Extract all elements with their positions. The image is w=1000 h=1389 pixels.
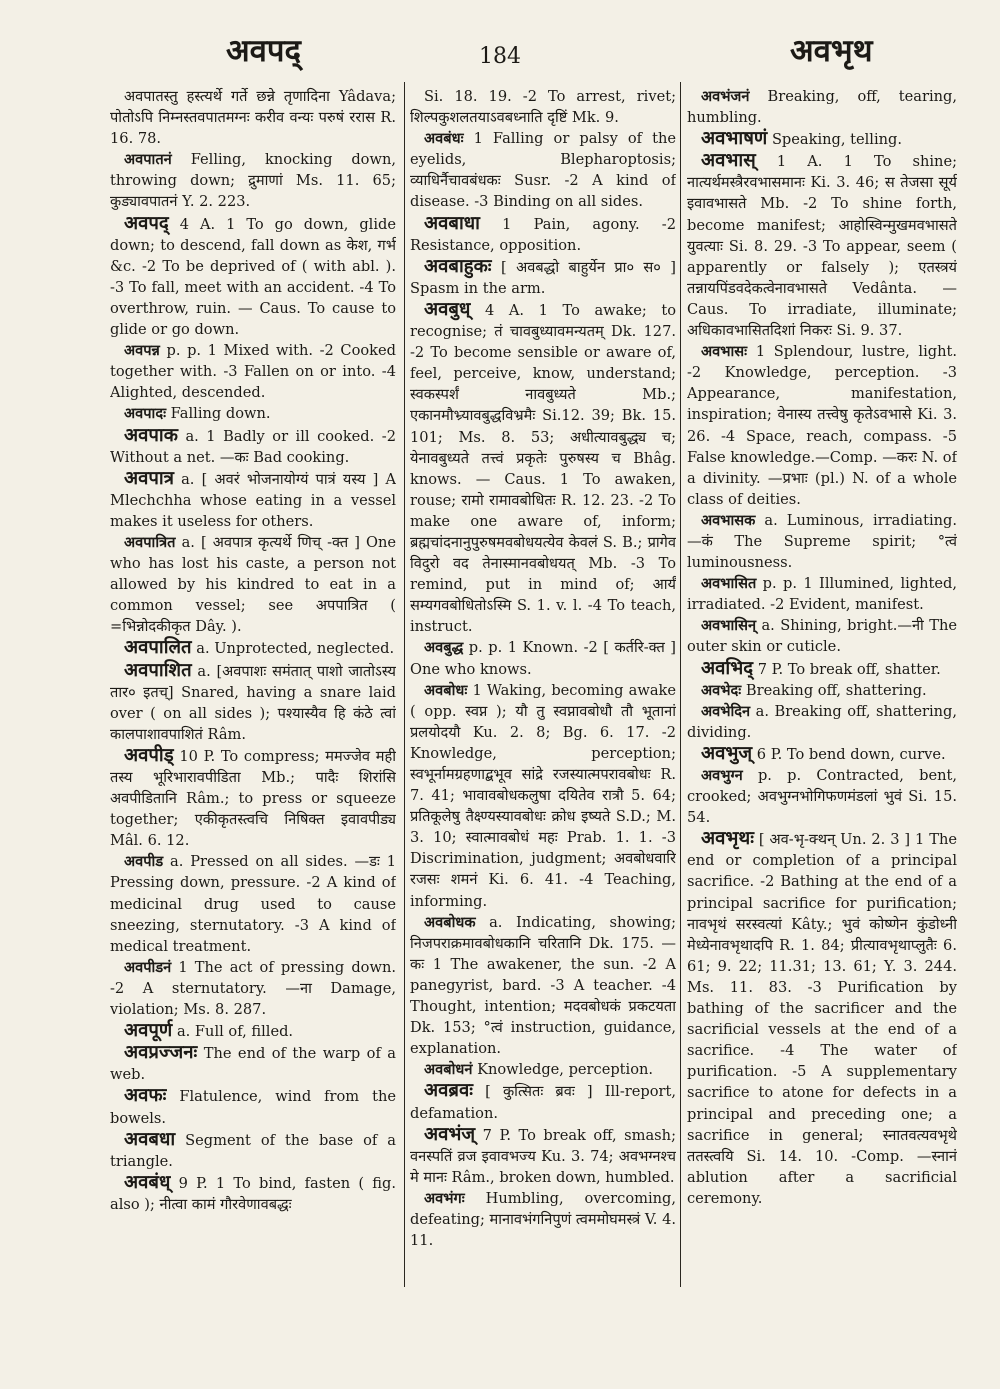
entry-definition: Si. 18. 19. -2 To arrest, rivet; शिल्पकुशलतयाऽवबध्नाति दृष्टिं Mk. 9. <box>410 88 676 127</box>
entry-headword: अवपात्र <box>124 467 174 489</box>
entry-definition: p. p. Contracted, bent, crooked; अवभुग्नभोगिफणमंडलां भुवं Si. 15. 54. <box>687 767 957 827</box>
entry-headword: अवभाषणं <box>701 128 768 150</box>
entry-definition: a. 1 Badly or ill cooked. -2 Without a net. —कः Bad cooking. <box>110 427 396 466</box>
entry-headword: अवभासः <box>701 343 748 361</box>
dictionary-entry <box>410 680 676 912</box>
entry-definition: 1 Waking, becoming awake ( opp. स्वप्न ); यौ तु स्वप्नावबोधौ तौ भूतानां प्रलयोदयौ Ku. 2. 8; Bg. 6. 17. -2 Knowledge, perception; स्वभूर्नामग्रहणाद्बभूव सांद्रे रजस्यात्मपरावबोधः R. 7. 41; भावावबोधकलुषा दयितेव रात्रौ 5. 64; प्रतिकूलेषु तैक्ष्ण्यस्यावबोधः क्रोध इष्यते S.D.; M. 3. 10; स्वात्मावबोधं महः Prab. 1. 1. -3 Discrimination, judgment; अवबोधवारि रजसः शमनं Ki. 6. 41. -4 Teaching, informing. <box>410 681 676 910</box>
dictionary-entry <box>687 150 957 341</box>
entry-headword: अवब्रवः <box>424 1080 474 1102</box>
entry-headword: अवपात्रित <box>124 533 176 551</box>
entry-headword: अवभुज् <box>701 742 753 764</box>
dictionary-entry <box>110 86 396 149</box>
column-2 <box>410 86 676 1296</box>
dictionary-entry <box>687 658 957 680</box>
dictionary-entry <box>110 403 396 424</box>
column-divider <box>680 82 681 1287</box>
entry-definition: Knowledge, perception. <box>477 1061 654 1079</box>
dictionary-entry <box>687 828 957 1209</box>
entry-definition: 1 The act of pressing down. -2 A sternutatory. —ना Damage, violation; Ms. 8. 287. <box>110 958 396 1019</box>
dictionary-entry <box>410 1059 676 1080</box>
entry-definition: Speaking, telling. <box>771 131 903 149</box>
entry-definition: a. [ अवपात्र कृत्यर्थे णिच् -क्त ] One who has lost his caste, a person not allowed by his kindred to eat in a common vessel; see अपपात्रित ( =भिन्नोदकीकृत Dây. ). <box>110 533 396 636</box>
dictionary-entry <box>110 637 396 659</box>
entry-definition: a. Breaking off, shattering, dividing. <box>687 702 957 741</box>
entry-headword: अवबुद्ध <box>424 639 464 657</box>
dictionary-entry <box>687 765 957 828</box>
entry-headword: अवपादः <box>124 405 167 423</box>
dictionary-entry <box>410 1124 676 1188</box>
entry-definition: 4 A. 1 To awake; to recognise; तं चावबुध्यावमन्यतम् Dk. 127. -2 To become sensible or aware of, feel, perceive, know, understand; स्वकस्पर्शं नावबुध्यते Mb.; एकानमौभ्र्यावबुद्धविभ्रमैः Si.12. 39; Bk. 15. 101; Ms. 8. 53; अधीत्यावबुद्ध्य च; येनावबुध्यते तत्त्वं प्रकृतेः पुरुषस्य च Bhâg. knows. — Caus. 1 To awaken, rouse; रामो रामावबोधितः R. 12. 23. -2 To make one aware of, inform; ब्रह्मचांदनानुपुरुषमवबोधयत्येव केवलं S. B.; प्रागेव विदुरो वद तेनास्मानवबोधयत् Mb. -3 To remind, put in mind of; आर्यं सम्यगवबोधितोऽस्मि S. 1. v. l. -4 To teach, instruct. <box>410 301 676 636</box>
dictionary-entry <box>410 299 676 638</box>
entry-definition: p. p. 1 Known. -2 [ कर्तरि-क्त ] One who knows. <box>410 639 676 678</box>
entry-definition: 1 Pain, agony. -2 Resistance, opposition. <box>410 215 676 254</box>
entry-definition: 1 A. 1 To shine; नात्यर्थमस्त्रैरवभासमानः Ki. 3. 46; स तेजसा सूर्य इवावभासते Mb. -2 To shine forth, become manifest; आहोस्विन्मुखमवभासते युवत्याः Si. 8. 29. -3 To appear, seem ( apparently or falsely ); एतस्त्रयं तन्नायपिंडवदेकत्वेनावभासते Vedânta. — Caus. To irradiate, illuminate; अधिकावभासितदिशां निकरः Si. 9. 37. <box>687 153 957 340</box>
entry-headword: अवभेदः <box>701 681 742 699</box>
entry-definition: 7 P. To break off, shatter. <box>757 660 941 678</box>
entry-headword: अवबोधनं <box>424 1061 473 1079</box>
dictionary-entry <box>110 1172 396 1215</box>
entry-headword: अवपीड् <box>124 744 174 766</box>
entry-headword: अवबंधः <box>424 130 464 148</box>
dictionary-entry <box>110 851 396 956</box>
entry-headword: अवबाधा <box>424 212 480 234</box>
entry-definition: a. Pressed on all sides. —डः 1 Pressing down, pressure. -2 A kind of medicinal drug used to cause sneezing, sternutatory. -3 A kind of medical treatment. <box>110 853 396 955</box>
entry-headword: अवप्रज्जनः <box>124 1042 198 1064</box>
entry-headword: अवबोधक <box>424 913 476 931</box>
entry-definition: a. Indicating, showing; निजपराक्रमावबोधकानि चरितानि Dk. 175. —कः 1 The awakener, the sun. -2 A panegyrist, bard. -3 A teacher. -4 Thought, intention; मदवबोधकं प्रकटयता Dk. 153; °त्वं instruction, guidance, explanation. <box>410 913 676 1058</box>
dictionary-entry <box>687 701 957 743</box>
entry-headword: अवभंज् <box>424 1123 476 1145</box>
entry-definition: [ अवबद्धो बाहुर्येन प्रा० स० ] Spasm in the arm. <box>410 258 676 297</box>
dictionary-entry <box>687 510 957 573</box>
dictionary-entry <box>687 615 957 657</box>
dictionary-entry <box>110 1085 396 1128</box>
dictionary-entry <box>410 1188 676 1251</box>
entry-headword: अवभास् <box>701 150 756 172</box>
entry-headword: अवपीडनं <box>124 958 172 976</box>
entry-headword: अवबधा <box>124 1128 176 1150</box>
dictionary-entry <box>410 128 676 212</box>
entry-headword: अवबोधः <box>424 681 468 699</box>
entry-definition: 9 P. 1 To bind, fasten ( fig. also ); नीत्वा कामं गौरवेणावबद्धः <box>110 1174 396 1213</box>
entry-headword: अवपाशित <box>124 659 192 681</box>
entry-definition: a. Unprotected, neglected. <box>196 640 395 658</box>
entry-headword: अवभंगः <box>424 1189 465 1207</box>
right-running-headword: अवभृथ <box>790 33 873 69</box>
dictionary-entry <box>110 468 396 532</box>
entry-definition: Segment of the base of a triangle. <box>110 1131 396 1170</box>
entry-headword: अवफः <box>124 1085 167 1107</box>
entry-definition: a. [अवपाशः समंतात् पाशो जातोऽस्य तार० इतच्] Snared, having a snare laid over ( on all sides ); पश्यास्यैव हि कंठे त्वां कालपाशावपाशितं Râm. <box>110 662 396 743</box>
entry-headword: अवभिद् <box>701 657 754 679</box>
entry-definition: a. Shining, bright.—नी The outer skin or cuticle. <box>687 617 957 656</box>
entry-headword: अवपालित <box>124 637 192 659</box>
entry-definition: 1 Splendour, lustre, light. -2 Knowledge, perception. -3 Appearance, manifestation, inspiration; वेनास्य तत्त्वेषु कृतेऽवभासे Ki. 3. 26. -4 Space, reach, compass. -5 False knowledge.—Comp. —करः N. of a divinity. —प्रभाः (pl.) N. of a whole class of deities. <box>687 343 957 508</box>
entry-headword: अवपद् <box>124 212 169 234</box>
entry-headword: अवपाक <box>124 424 178 446</box>
dictionary-entry <box>110 1042 396 1085</box>
entry-definition: p. p. 1 Illumined, lighted, irradiated. -2 Evident, manifest. <box>687 575 957 614</box>
entry-headword: अवबुध् <box>424 298 471 320</box>
entry-headword: अवभासिन् <box>701 617 757 635</box>
dictionary-entry <box>110 425 396 468</box>
entry-definition: [ कुत्सितः ब्रवः ] Ill-report, defamation. <box>410 1083 676 1122</box>
dictionary-entry <box>110 660 396 745</box>
dictionary-entry <box>410 637 676 679</box>
entry-headword: अवभुग्न <box>701 767 743 784</box>
entry-definition: Falling down. <box>170 405 271 423</box>
entry-headword: अवभासक <box>701 511 756 529</box>
dictionary-entry <box>410 1080 676 1123</box>
entry-headword: अवभासित <box>701 575 757 593</box>
entry-definition: a. Luminous, irradiating. —कं The Supreme spirit; °त्वं luminousness. <box>687 511 957 572</box>
left-running-headword: अवपद् <box>226 33 301 69</box>
dictionary-entry <box>410 912 676 1060</box>
dictionary-entry <box>410 256 676 299</box>
entry-definition: The end of the warp of a web. <box>110 1045 396 1084</box>
entry-headword: अवभंजनं <box>701 88 750 105</box>
dictionary-entry <box>110 340 396 403</box>
entry-definition: 6 P. To bend down, curve. <box>756 745 946 763</box>
column-divider <box>404 82 405 1287</box>
entry-definition: a. Full of, filled. <box>176 1023 294 1041</box>
dictionary-entry <box>110 149 396 212</box>
column-3 <box>687 86 957 1296</box>
dictionary-entry <box>687 341 957 510</box>
entry-definition: Flatulence, wind from the bowels. <box>110 1088 396 1127</box>
dictionary-entry <box>687 573 957 615</box>
dictionary-entry <box>687 680 957 701</box>
dictionary-entry <box>110 745 396 851</box>
dictionary-entry <box>410 86 676 128</box>
page-number: 184 <box>479 44 521 69</box>
entry-headword: अवभृथः <box>701 828 754 850</box>
entry-definition: 7 P. To break off, smash; वनस्पतिं व्रज इवावभज्य Ku. 3. 74; अवभग्नश्च मे मानः Râm., broken down, humbled. <box>410 1126 676 1186</box>
column-1 <box>110 86 396 1296</box>
entry-headword: अवपातनं <box>124 151 172 169</box>
entry-definition: Felling, knocking down, throwing down; द्रुमाणां Ms. 11. 65; कुड्यावपातनं Y. 2. 223. <box>110 151 396 211</box>
entry-definition: Breaking, off, tearing, humbling. <box>687 88 957 127</box>
dictionary-entry <box>687 128 957 150</box>
dictionary-entry <box>410 213 676 256</box>
entry-definition: [ अव-भृ-क्थन् Un. 2. 3 ] 1 The end or completion of a principal sacrifice. -2 Bathing at the end of a principal sacrifice for purification; नावभृथं सरस्वत्यां Kâty.; भुवं कोष्णेन कुंडोध्नी मेध्येनावभृथादपि R. 1. 84; प्रीत्यावभृथाप्लुतैः 6. 61; 9. 22; 11.31; 13. 61; Y. 3. 244. Ms. 11. 83. -3 Purification by bathing of the sacrificer and the sacrificial vessels at the end of a sacrifice. -4 The water of purification. -5 A supplementary sacrifice to atone for defects in a principal and preceding one; a sacrifice in general; स्नातवत्यवभृथे ततस्त्वयि Si. 14. 10. -Comp. —स्नानं ablution after a sacrificial ceremony. <box>687 831 957 1207</box>
entry-headword: अवभेदिन <box>701 702 751 720</box>
dictionary-entry <box>110 1020 396 1042</box>
entry-definition: 4 A. 1 To go down, glide down; to descend, fall down as केश, गर्भ &c. -2 To be deprived of ( with abl. ). -3 To fall, meet with an accident. -4 To overthrow, ruin. — Caus. To cause to glide or go down. <box>110 215 396 339</box>
dictionary-entry <box>687 86 957 128</box>
entry-headword: अवपन्न <box>124 342 160 360</box>
entry-definition: 1 Falling or palsy of the eyelids, Blepharoptosis; व्याधिर्नैचावबंधकः Susr. -2 A kind of disease. -3 Binding on all sides. <box>410 130 676 211</box>
entry-definition: अवपातस्तु हस्त्यर्थे गर्ते छन्ने तृणादिना Yâdava; पोतोऽपि निम्नस्तवपातमग्नः करीव वन्यः परुषं ररास R. 16. 78. <box>110 88 396 148</box>
entry-headword: अवबाहुकः <box>424 255 492 277</box>
dictionary-entry <box>110 213 396 341</box>
entry-definition: p. p. 1 Mixed with. -2 Cooked together with. -3 Fallen on or into. -4 Alighted, descended. <box>110 342 396 402</box>
dictionary-entry <box>110 1129 396 1172</box>
entry-headword: अवबंध् <box>124 1171 171 1193</box>
entry-headword: अवपीड <box>124 853 164 871</box>
entry-definition: a. [ अवरं भोजनायोग्यं पात्रं यस्य ] A Mlechchha whose eating in a vessel makes it useless for others. <box>110 470 396 530</box>
dictionary-entry <box>687 743 957 765</box>
entry-definition: Breaking off, shattering. <box>745 681 927 699</box>
entry-headword: अवपूर्ण <box>124 1020 173 1042</box>
dictionary-entry <box>110 532 396 637</box>
entry-definition: Humbling, overcoming, defeating; मानावभंगनिपुणं त्वममोघमस्त्रं V. 4. 11. <box>410 1189 676 1250</box>
dictionary-entry <box>110 957 396 1020</box>
entry-definition: 10 P. To compress; ममज्जेव मही तस्य भूरिभारावपीडिता Mb.; पादैः शिरांसि अवपीडितानि Râm.; to press or squeeze together; एकीकृतस्त्वचि निषिक्त इवावपीड्य Mâl. 6. 12. <box>110 747 396 850</box>
